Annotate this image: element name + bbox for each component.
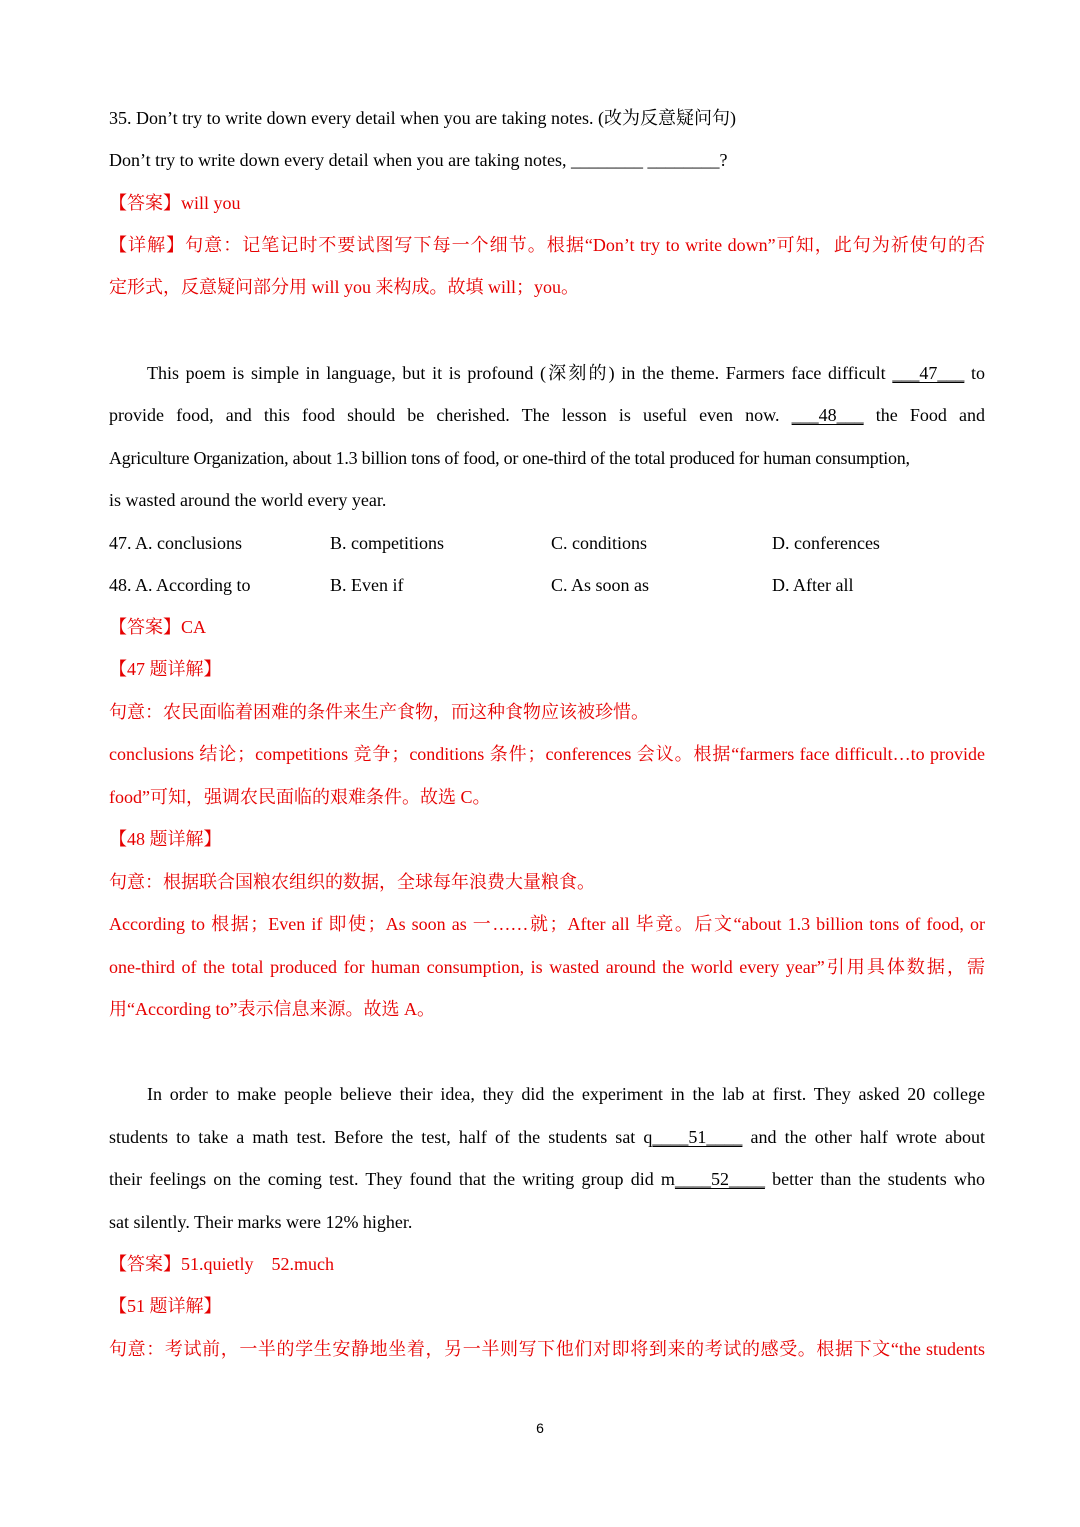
passage1-text: This poem is simple in language, but it is profound (深刻的) in the theme. Farmers face difficult [147, 363, 893, 383]
q47-explain-line2: food”可知，强调农民面临的艰难条件。故选 C。 [109, 787, 491, 807]
answer-47-48: 【答案】CA [109, 617, 207, 637]
q48-explain-line3: 用“According to”表示信息来源。故选 A。 [109, 999, 435, 1019]
passage1-text: the Food and [863, 405, 985, 425]
q47-option-a: 47. A. conclusions [109, 533, 242, 553]
passage2-text: better than the students who [764, 1169, 985, 1189]
q51-sentence-meaning: 句意：考试前，一半的学生安静地坐着，另一半则写下他们对即将到来的考试的感受。根据下文“the students [109, 1339, 985, 1359]
page-number: 6 [536, 1420, 544, 1436]
q35-explain-line2: 定形式，反意疑问部分用 will you 来构成。故填 will；you。 [109, 277, 580, 297]
heading-47-detail: 【47 题详解】 [109, 659, 222, 679]
q47-sentence-meaning: 句意：农民面临着困难的条件来生产食物，而这种食物应该被珍惜。 [109, 702, 649, 722]
q47-explain-line1: conclusions 结论；competitions 竞争；conditions 条件；conferences 会议。根据“farmers face difficult…to provide [109, 744, 985, 764]
passage1-text: to [964, 363, 985, 383]
heading-51-detail: 【51 题详解】 [109, 1296, 222, 1316]
passage2-text: their feelings on the coming test. They found that the writing group did m [109, 1169, 675, 1189]
q35-stem: Don’t try to write down every detail when you are taking notes, ________ ________? [109, 150, 728, 170]
passage1-line4: is wasted around the world every year. [109, 490, 387, 510]
passage2-line2 [109, 1125, 985, 1149]
q48-explain-line1: According to 根据；Even if 即使；As soon as 一……就；After all 毕竟。后文“about 1.3 billion tons of food, or [109, 914, 985, 934]
q35-explain-line1: 【详解】句意：记笔记时不要试图写下每一个细节。根据“Don’t try to write down”可知，此句为祈使句的否 [109, 235, 985, 255]
q47-option-c: C. conditions [551, 533, 648, 553]
passage2-text: students to take a math test. Before the test, half of the students sat q [109, 1127, 653, 1147]
q48-explain-line2: one-third of the total produced for human consumption, is wasted around the world every year”引用具体数据，需 [109, 957, 985, 977]
blank-51: ____51____ [652, 1127, 743, 1147]
passage1-text: provide food, and this food should be cherished. The lesson is useful even now. [109, 405, 792, 425]
passage2-text: and the other half wrote about [742, 1127, 985, 1147]
blank-47: ___47___ [892, 363, 965, 383]
blank-48: ___48___ [791, 405, 864, 425]
passage1-line1 [147, 361, 985, 385]
q48-sentence-meaning: 句意：根据联合国粮农组织的数据，全球每年浪费大量粮食。 [109, 872, 595, 892]
passage2-line1: In order to make people believe their idea, they did the experiment in the lab at first. They asked 20 college [147, 1084, 985, 1104]
blank-52: ____52____ [674, 1169, 765, 1189]
q48-option-a: 48. A. According to [109, 575, 251, 595]
q48-option-d: D. After all [772, 575, 854, 595]
q48-option-b: B. Even if [330, 575, 404, 595]
passage1-line2 [109, 403, 985, 427]
heading-48-detail: 【48 题详解】 [109, 829, 222, 849]
q47-option-d: D. conferences [772, 533, 880, 553]
passage2-line3 [109, 1167, 985, 1191]
q48-option-c: C. As soon as [551, 575, 650, 595]
q35-prompt: 35. Don’t try to write down every detail when you are taking notes. (改为反意疑问句) [109, 108, 737, 128]
answer-51-52: 【答案】51.quietly 52.much [109, 1254, 334, 1274]
q35-answer: 【答案】will you [109, 193, 241, 213]
q47-option-b: B. competitions [330, 533, 444, 553]
passage1-line3: Agriculture Organization, about 1.3 billion tons of food, or one-third of the total produced for human consumption, [109, 448, 910, 468]
passage2-line4: sat silently. Their marks were 12% higher. [109, 1212, 413, 1232]
